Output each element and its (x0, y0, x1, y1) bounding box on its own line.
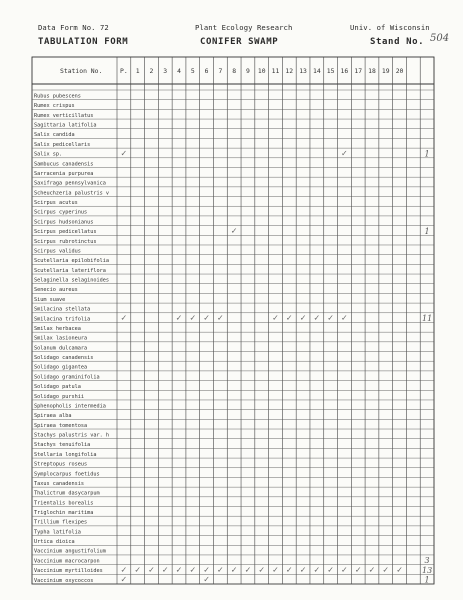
column-header: 18 (368, 67, 376, 75)
species-name: Rumex crispus (34, 103, 75, 110)
check-mark: ✓ (341, 565, 348, 575)
species-name: Symplocarpus foetidus (34, 471, 100, 478)
column-header: 11 (271, 67, 280, 75)
species-name: Scirpus validus (34, 248, 81, 255)
species-name: Thalictrum dasycarpum (34, 490, 100, 497)
column-header: 15 (326, 67, 335, 75)
species-name: Sambucus canadensis (34, 161, 94, 168)
column-header: 2 (149, 67, 154, 75)
total-tally: 1 (424, 575, 430, 585)
check-mark: ✓ (175, 565, 183, 575)
check-mark: ✓ (217, 313, 224, 323)
species-name: Vaccinium angustifolium (34, 548, 106, 555)
check-mark: ✓ (327, 565, 334, 575)
species-name: Stachys tenuifolia (34, 442, 91, 449)
check-mark: ✓ (203, 575, 210, 584)
check-mark: ✓ (299, 313, 307, 323)
species-name: Saxifraga pennsylvanica (34, 180, 106, 187)
column-header: 10 (257, 67, 266, 75)
species-name: Scheuchzeria palustris v (34, 190, 109, 197)
check-mark: ✓ (272, 565, 279, 575)
species-name: Typha latifolia (34, 529, 81, 536)
column-header: 20 (395, 67, 404, 75)
check-mark: ✓ (382, 565, 390, 575)
species-name: Solidago purshii (34, 393, 84, 400)
species-name: Smilacina stellata (34, 306, 91, 313)
species-name: Rubus pubescens (34, 93, 81, 100)
check-mark: ✓ (285, 565, 293, 575)
species-name: Smilax herbacea (34, 325, 81, 332)
species-name: Selaginella selaginoides (34, 277, 109, 284)
species-name: Scirpus acutus (34, 200, 78, 207)
check-mark: ✓ (189, 313, 197, 323)
species-name: Smilacina trifolia (34, 316, 91, 323)
check-mark: ✓ (134, 565, 142, 575)
species-name: Stellaria longifolia (34, 451, 97, 458)
species-name: Sarracenia purpurea (34, 170, 94, 177)
check-mark: ✓ (120, 565, 128, 575)
species-name: Taxus canadensis (34, 480, 84, 487)
species-name: Urtica dioica (34, 539, 75, 546)
station-no-header: Station No. (60, 67, 103, 75)
species-name: Rumex verticillatus (34, 112, 94, 119)
species-name: Salix candida (34, 132, 75, 139)
species-name: Triglochin maritima (34, 509, 94, 516)
community-title: CONIFER SWAMP (200, 37, 279, 47)
check-mark: ✓ (299, 565, 307, 575)
check-mark: ✓ (203, 565, 210, 575)
column-header: 19 (381, 67, 390, 75)
column-header: P. (120, 67, 128, 75)
check-mark: ✓ (244, 565, 252, 575)
check-mark: ✓ (203, 313, 210, 323)
column-header: 12 (285, 67, 294, 75)
check-mark: ✓ (120, 148, 128, 158)
check-mark: ✓ (285, 313, 293, 323)
check-mark: ✓ (175, 313, 183, 323)
form-number: Data Form No. 72 (38, 23, 109, 32)
column-header: 4 (177, 67, 181, 75)
column-header: 3 (163, 67, 168, 75)
column-header: 5 (190, 67, 195, 75)
check-mark: ✓ (161, 565, 169, 575)
species-name: Trientalis borealis (34, 500, 94, 507)
species-name: Scirpus pedicellatus (34, 229, 97, 236)
column-header: 7 (218, 67, 223, 75)
column-header: 1 (135, 67, 140, 75)
total-tally: 1 (424, 226, 430, 236)
check-mark: ✓ (354, 565, 362, 575)
university-name: Univ. of Wisconsin (350, 23, 430, 32)
total-tally: 1 (424, 149, 430, 159)
column-header: 16 (340, 67, 349, 75)
species-name: Sphenopholis intermedia (34, 403, 106, 410)
species-name: Streptopus roseus (34, 461, 88, 468)
species-name: Solidago gigantea (34, 364, 88, 371)
stand-number-handwritten: 504 (430, 33, 450, 44)
check-mark: ✓ (189, 565, 197, 575)
check-mark: ✓ (120, 575, 128, 584)
check-mark: ✓ (217, 565, 224, 575)
species-name: Scutellaria lateriflora (34, 267, 106, 274)
check-mark: ✓ (230, 565, 238, 575)
check-mark: ✓ (368, 565, 376, 575)
species-name: Sagittaria latifolia (34, 122, 97, 129)
check-mark: ✓ (313, 565, 321, 575)
species-name: Spiraea tomentosa (34, 422, 88, 429)
column-header: 17 (354, 67, 363, 75)
species-name: Smilax lasioneura (34, 335, 88, 342)
species-name: Solidago graminifolia (34, 374, 100, 381)
check-mark: ✓ (120, 313, 128, 323)
column-header: 14 (312, 67, 321, 75)
species-name: Stachys palustris var. h (34, 432, 109, 439)
check-mark: ✓ (148, 565, 155, 575)
column-header: 9 (246, 67, 250, 75)
species-name: Scirpus cyperinus (34, 209, 88, 216)
check-mark: ✓ (258, 565, 266, 575)
total-tally: 11 (422, 313, 433, 323)
stand-label: Stand No. (370, 37, 425, 47)
form-title: TABULATION FORM (38, 37, 129, 47)
check-mark: ✓ (313, 313, 321, 323)
species-name: Solanum dulcamara (34, 345, 88, 352)
species-name: Salix sp. (34, 151, 63, 158)
column-header: 13 (299, 67, 307, 75)
research-title: Plant Ecology Research (195, 23, 293, 32)
species-name: Salix pedicellaris (34, 141, 91, 148)
total-tally: 13 (422, 565, 433, 575)
total-tally: 3 (424, 556, 430, 566)
species-name: Senecio aureus (34, 287, 78, 294)
species-name: Sium suave (34, 296, 66, 303)
species-name: Scirpus hudsonianus (34, 219, 94, 226)
check-mark: ✓ (230, 226, 238, 236)
check-mark: ✓ (396, 565, 403, 575)
species-name: Vaccinium myrtilloides (34, 568, 103, 575)
species-name: Scirpus rubrotinctus (34, 238, 97, 245)
species-name: Vaccinium macrocarpon (34, 558, 100, 565)
species-name: Solidago patula (34, 384, 81, 391)
check-mark: ✓ (327, 313, 334, 323)
species-name: Solidago canadensis (34, 355, 94, 362)
species-name: Vaccinium oxycoccos (34, 577, 94, 584)
check-mark: ✓ (341, 148, 348, 158)
species-name: Spiraea alba (34, 413, 72, 420)
check-mark: ✓ (272, 313, 279, 323)
column-header: 6 (204, 67, 209, 75)
species-name: Trillium flexipes (34, 519, 88, 526)
column-header: 8 (232, 67, 237, 75)
check-mark: ✓ (341, 313, 348, 323)
species-name: Scutellaria epilobifolia (34, 258, 109, 265)
